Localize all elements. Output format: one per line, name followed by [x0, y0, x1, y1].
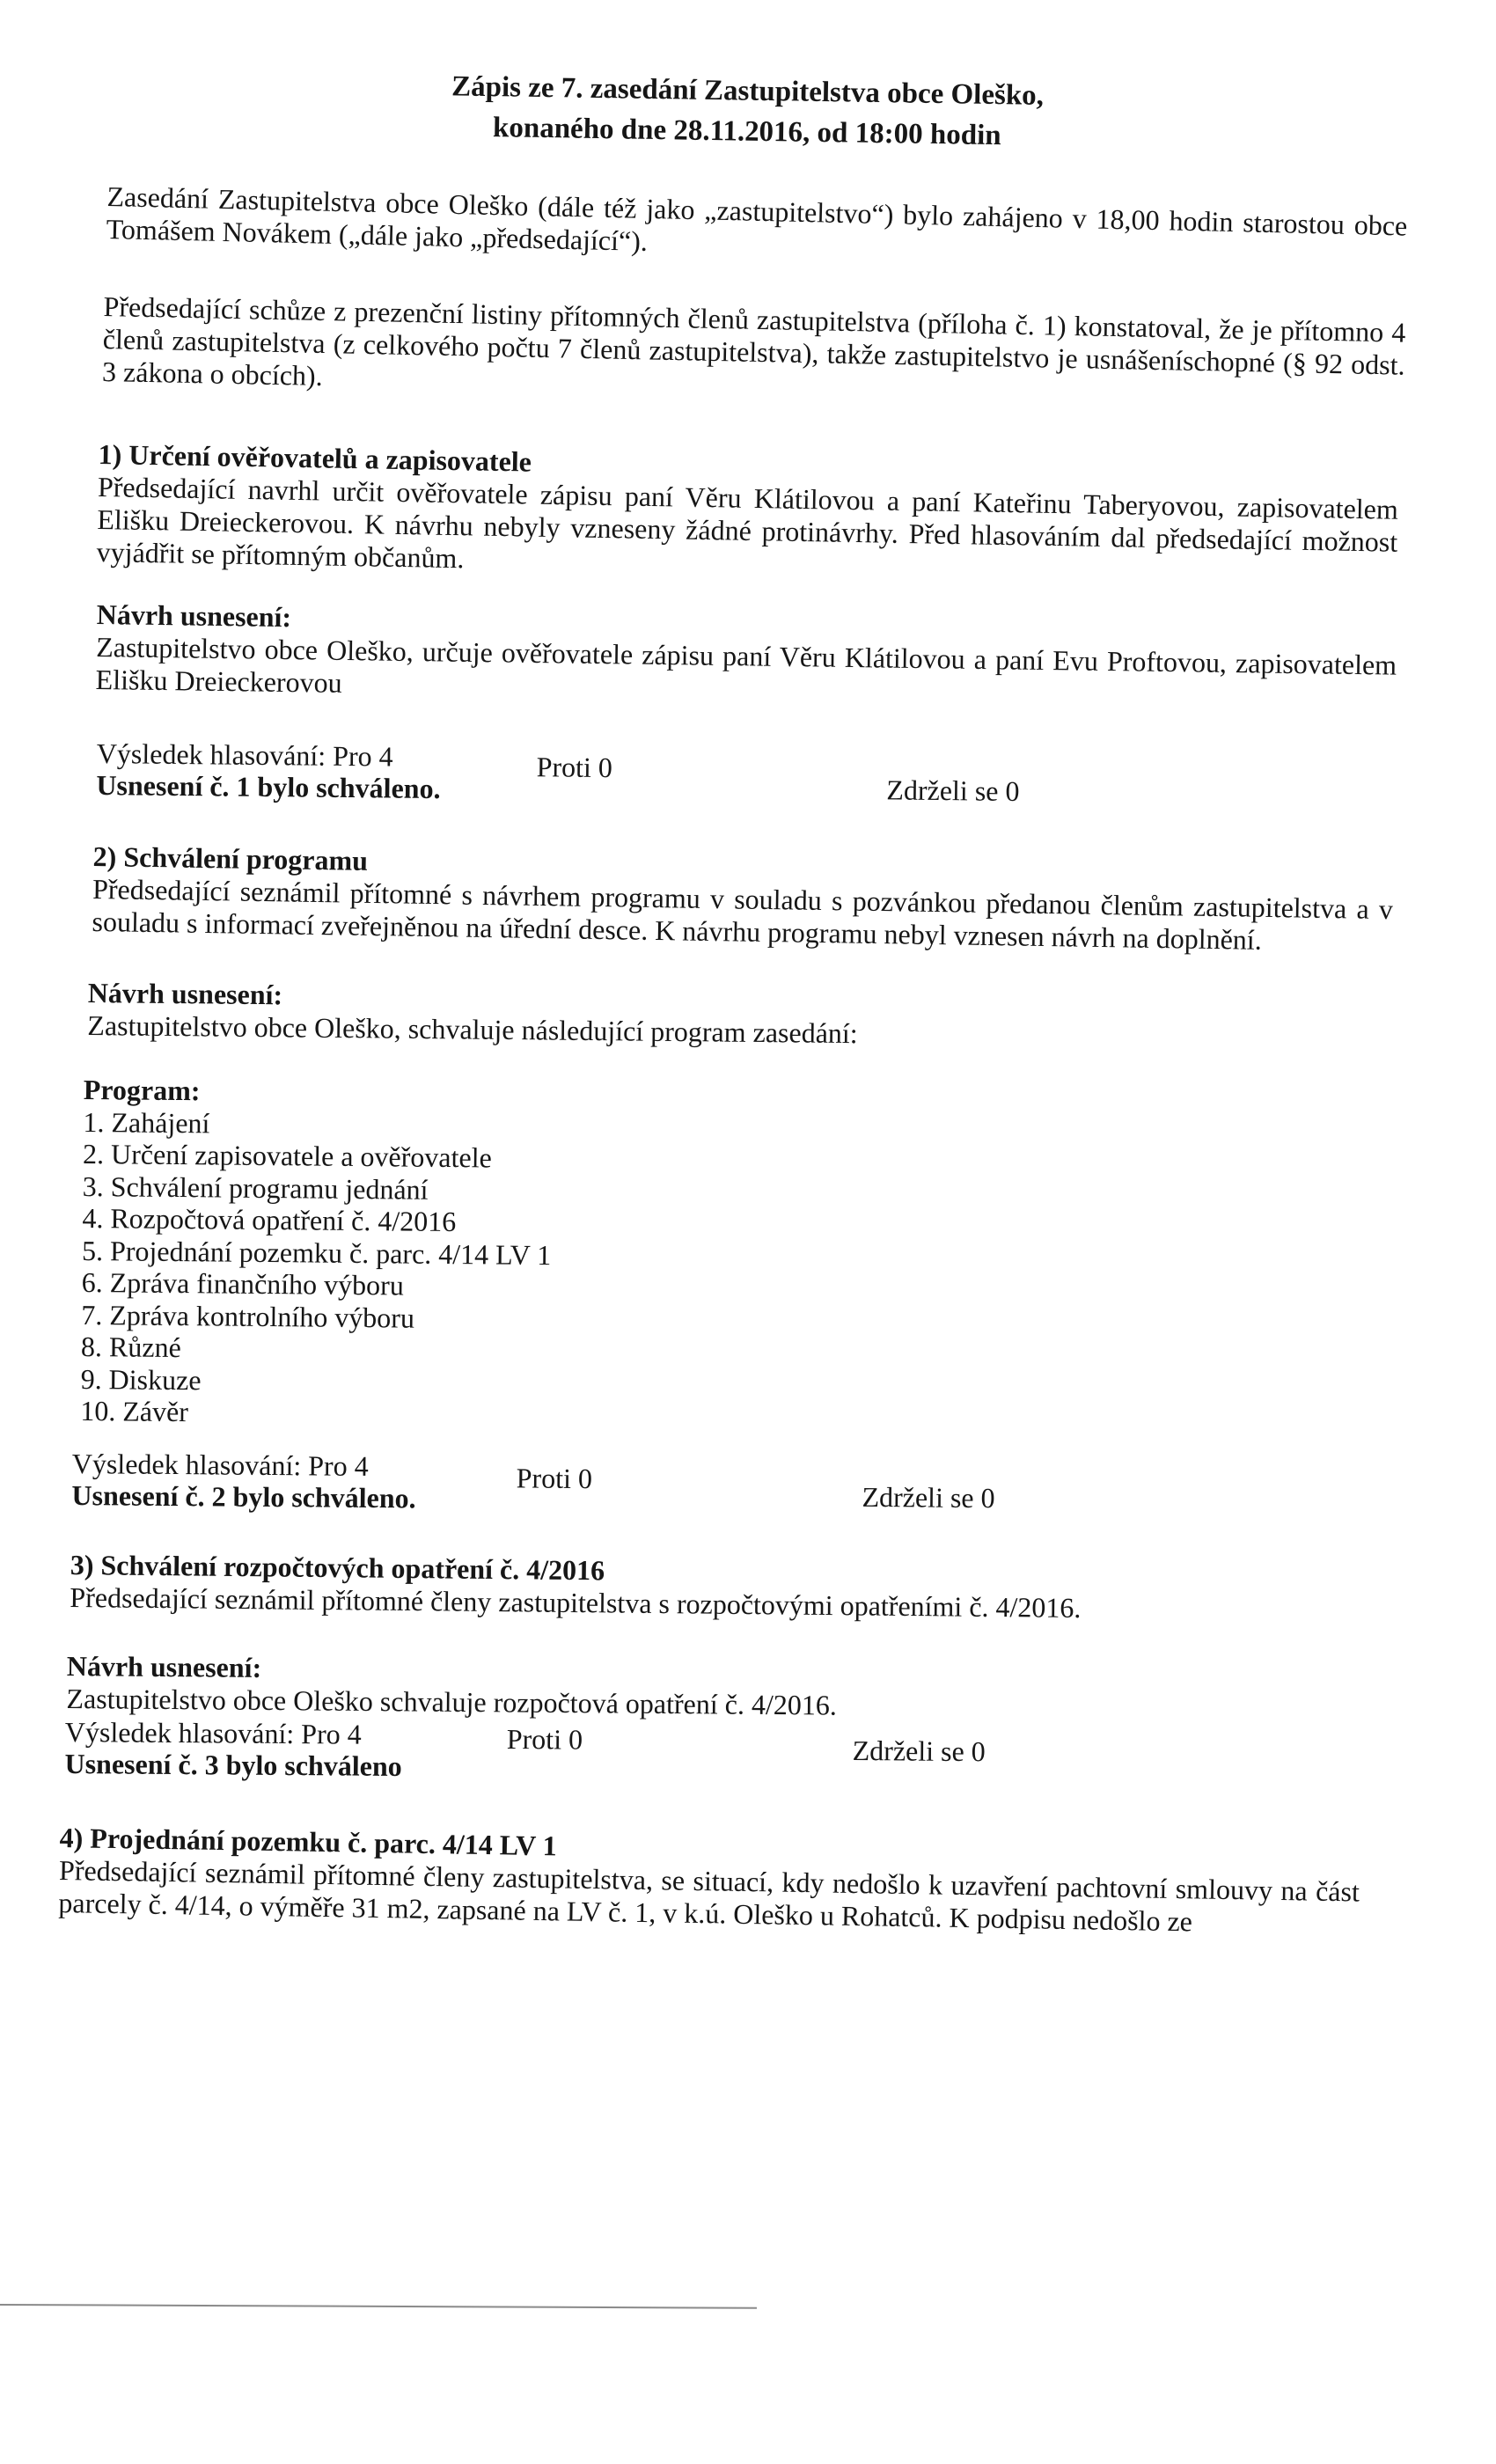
program-item: 4. Rozpočtová opatření č. 4/2016: [82, 1201, 457, 1238]
section-2-result: Usnesení č. 2 bylo schváleno.: [71, 1478, 416, 1514]
section-3-vote-for: Výsledek hlasování: Pro 4: [64, 1716, 362, 1750]
section-3-heading: 3) Schválení rozpočtových opatření č. 4/2016: [70, 1549, 605, 1587]
program-item: 6. Zpráva finančního výboru: [81, 1265, 404, 1302]
program-list: [80, 1074, 876, 1434]
section-2-proposal-text: Zastupitelstvo obce Oleško, schvaluje následující program zasedání:: [87, 1008, 858, 1050]
section-3-proposal: [66, 1650, 1368, 1727]
section-1: [96, 438, 1398, 591]
program-item: 9. Diskuze: [80, 1362, 202, 1396]
section-2-proposal: [87, 977, 1389, 1055]
section-3-result: Usnesení č. 3 bylo schváleno: [64, 1747, 402, 1783]
section-2-vote-for: Výsledek hlasování: Pro 4: [71, 1448, 369, 1482]
section-2-text: Předsedající seznámil přítomné s návrhem programu v souladu s pozvánkou předanou členům zastupitelstva a v souladu s informací zveřejněnou na úřední desce. K návrhu programu nebyl vznesen návrh na doplnění.: [92, 872, 1394, 956]
section-1-proposal-heading: Návrh usnesení:: [96, 598, 292, 634]
section-1-text: Předsedající navrhl určit ověřovatele zápisu paní Věru Klátilovou a paní Kateřinu Taberyovou, zapisovatelem Elišku Dreieckerovou. K návrhu nebyly vzneseny žádné protinávrhy. Před hlasováním dal předsedající možnost vyjádřit se přítomným občanům.: [96, 470, 1399, 575]
section-1-heading: 1) Určení ověřovatelů a zapisovatele: [98, 438, 532, 478]
section-3-proposal-text: Zastupitelstvo obce Oleško schvaluje rozpočtová opatření č. 4/2016.: [66, 1682, 837, 1721]
program-item: 2. Určení zapisovatele a ověřovatele: [82, 1137, 492, 1174]
section-3: [70, 1549, 1371, 1627]
section-2-vote-against: Proti 0: [516, 1462, 593, 1495]
page-edge-line: [0, 2304, 757, 2309]
section-2: [92, 840, 1394, 958]
section-4: [58, 1822, 1360, 1940]
program-item: 1. Zahájení: [83, 1105, 210, 1139]
program-heading: Program:: [83, 1074, 201, 1107]
section-4-heading: 4) Projednání pozemku č. parc. 4/14 LV 1: [59, 1822, 558, 1862]
section-1-vote-for: Výsledek hlasování: Pro 4: [96, 737, 393, 773]
intro-paragraph-1: Zasedání Zastupitelstva obce Oleško (dále též jako „zastupitelstvo“) bylo zahájeno v 18,00 hodin starostou obce Tomášem Novákem („dále jako „předsedající“).: [106, 180, 1408, 257]
program-item: 5. Projednání pozemku č. parc. 4/14 LV 1: [81, 1234, 552, 1271]
intro-paragraph-2: Předsedající schůze z prezenční listiny přítomných členů zastupitelstva (příloha č. 1) konstatoval, že je přítomno 4 členů zastupitelstva (z celkového počtu 7 členů zastupitelstva), takže zastupitelstvo je usnášeníschopné (§ 92 odst. 3 zákona o obcích).: [101, 290, 1406, 392]
section-1-result: Usnesení č. 1 bylo schváleno.: [96, 768, 441, 805]
section-4-text: Předsedající seznámil přítomné členy zastupitelstva, se situací, kdy nedošlo k uzavření pachtovní smlouvy na část parcely č. 4/14, o výměře 31 m2, zapsané na LV č. 1, v k.ú. Oleško u Rohatců. K podpisu nedošlo ze: [58, 1853, 1360, 1938]
section-2-vote: [71, 1448, 1373, 1529]
section-1-proposal-text: Zastupitelstvo obce Oleško, určuje ověřovatele zápisu paní Věru Klátilovou a paní Evu Proftovou, zapisovatelem Elišku Dreieckerovou: [95, 630, 1397, 699]
section-2-proposal-heading: Návrh usnesení:: [87, 977, 283, 1011]
section-3-vote: [64, 1716, 1366, 1797]
program-item: 10. Závěr: [80, 1394, 189, 1428]
section-3-proposal-heading: Návrh usnesení:: [66, 1650, 262, 1683]
section-2-vote-abstain: Zdrželi se 0: [862, 1480, 995, 1514]
section-3-text: Předsedající seznámil přítomné členy zastupitelstva s rozpočtovými opatřeními č. 4/2016.: [70, 1580, 1082, 1624]
section-2-heading: 2) Schválení programu: [92, 840, 369, 876]
title-line-1: Zápis ze 7. zasedání Zastupitelstva obce Oleško,: [451, 70, 1045, 112]
program-item: 7. Zpráva kontrolního výboru: [81, 1298, 415, 1334]
section-1-vote-against: Proti 0: [536, 751, 613, 784]
section-1-vote: [96, 737, 1397, 821]
program-item: 3. Schválení programu jednání: [82, 1170, 429, 1206]
document-title: [263, 63, 1232, 159]
title-line-2: konaného dne 28.11.2016, od 18:00 hodin: [492, 112, 1001, 152]
program-item: 8. Různé: [80, 1330, 181, 1364]
section-1-proposal: [95, 598, 1397, 715]
section-1-vote-abstain: Zdrželi se 0: [886, 774, 1020, 807]
section-3-vote-against: Proti 0: [506, 1722, 583, 1756]
section-3-vote-abstain: Zdrželi se 0: [852, 1734, 986, 1768]
